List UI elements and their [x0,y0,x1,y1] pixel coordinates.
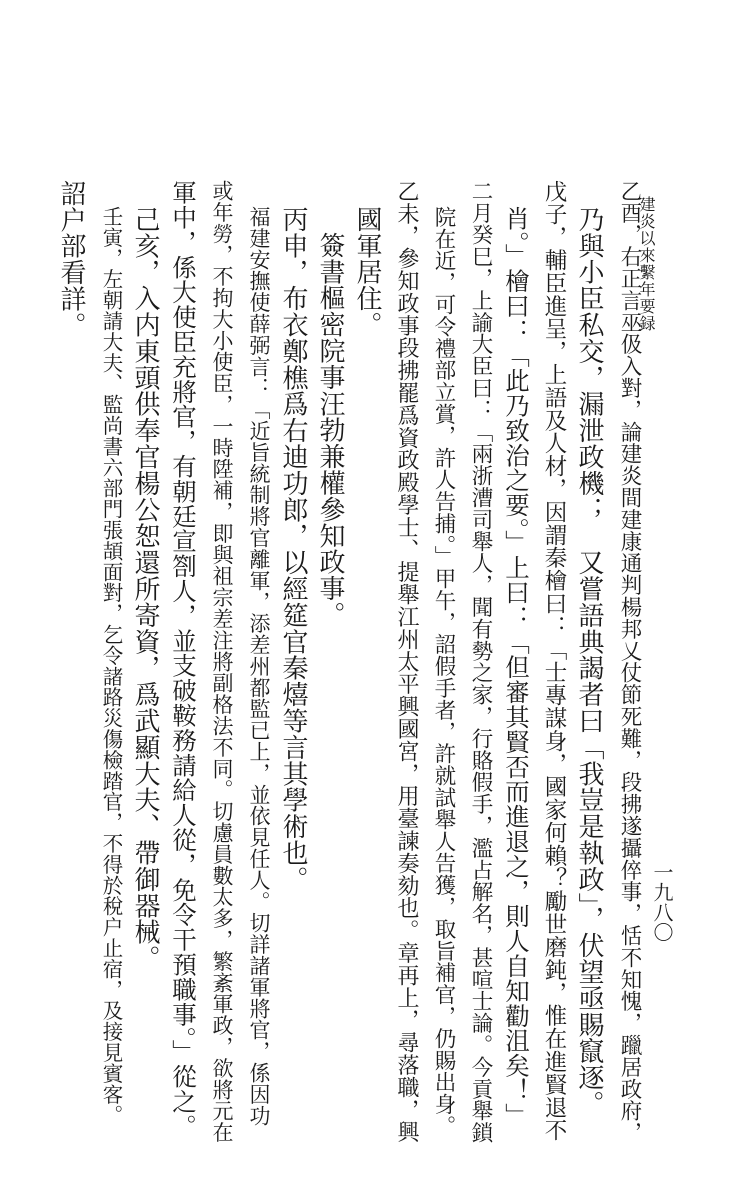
text-column-11: 福建安撫使薛弼言：「近旨統制將官離軍，添差州都監已上，並依見任人。切詳諸軍將官，係因功 [247,206,271,1127]
text-column-6: 院在近，可令禮部立賞，許人告捕。」甲午，詔假手者，許就試舉人告獲，取旨補官，仍賜出身。 [431,206,456,1137]
text-column-5: 二月癸巳，上諭大臣曰：「兩浙漕司舉人，聞有勢之家，行賂假手，濫占解名，甚喧士論。今貢舉鎖 [468,180,493,1144]
text-column-2: 乃與小臣私交，漏泄政機； 又嘗語典謁者曰「我豈是執政」，伏望亟賜竄逐。 [574,206,604,1117]
text-column-9: 簽書樞密院事汪勃兼權參知政事。 [315,232,345,628]
book-title: 建炎以來繫年要録 [637,196,656,332]
text-column-8: 國軍居住。 [352,206,382,338]
page-number: 一九八〇 [650,862,674,942]
text-column-4: 肖。」檜曰：「此乃致治之要。」上曰：「但審其賢否而進退之，則人自知勸沮矣！」 [502,206,531,1128]
text-column-1: 乙酉，右正言巫伋入對，論建炎間建康通判楊邦乂仗節死難，段拂遂攝倅事，恬不知愧，躐居政府， [617,180,642,1144]
text-column-13: 軍中，係大使臣充將官，有朝廷宣劄人，並支破鞍務請給人從，免令干預職事。」從之。 [169,180,198,1139]
text-column-10: 丙申，布衣鄭樵爲右迪功郎，以經筵官秦熺等言其學術也。 [278,206,308,893]
text-column-7: 乙未，參知政事段拂罷爲資政殿學士、提舉江州太平興國宮，用臺諫奏劾也。章再上，尋落職，興 [394,180,419,1144]
text-column-15: 壬寅，左朝請大夫、監尚書六部門張頡面對，乞令諸路災傷檢踏官，不得於稅户止宿，及接見賓客。 [99,206,123,1126]
text-column-14: 己亥，入内東頭供奉官楊公恕還所寄資，爲武顯大夫、帶御器械。 [130,206,160,972]
text-column-12: 或年勞，不拘大小使臣，一時陞補，即與祖宗差注將副格法不同。切慮員數太多，繁紊軍政，欲將元在 [210,180,234,1143]
text-column-3: 戊子，輔臣進呈，上語及人材，因謂秦檜曰：「士專謀身，國家何賴？勵世磨鈍，惟在進賢退不 [541,180,567,1142]
text-column-16: 詔户部看詳。 [56,180,86,339]
